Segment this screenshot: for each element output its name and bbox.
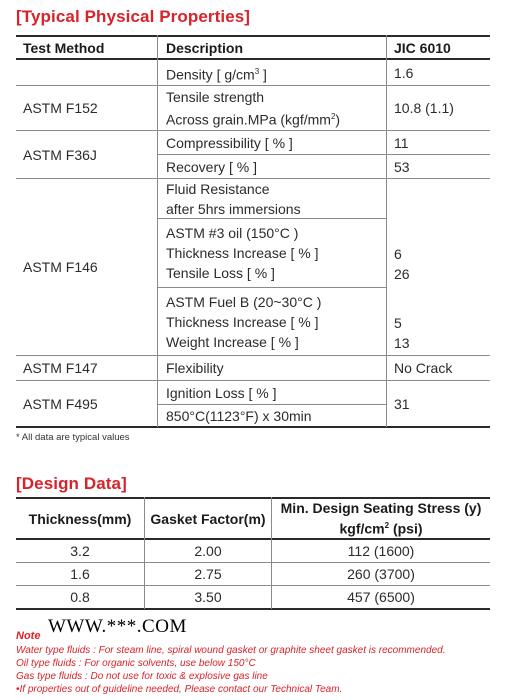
- method-f36j: ASTM F36J: [23, 146, 97, 163]
- ignition-loss-label: Ignition Loss [ % ]: [166, 384, 277, 401]
- note-line-contact: •If properties out of guideline needed, Please contact our Technical Team.: [16, 684, 343, 695]
- watermark-text: WWW.***.COM: [48, 616, 187, 637]
- note-title: Note: [16, 630, 41, 642]
- table-row-factor: 2.00: [194, 542, 222, 559]
- density-value: 1.6: [394, 64, 414, 81]
- flexibility-value: No Crack: [394, 360, 453, 376]
- header-description: Description: [166, 40, 244, 56]
- method-f495: ASTM F495: [23, 395, 98, 412]
- method-f152: ASTM F152: [23, 100, 98, 116]
- method-f146: ASTM F146: [23, 259, 98, 275]
- note-line-gas: Gas type fluids : Do not use for toxic & explosive gas line: [16, 671, 268, 682]
- astm-oil-values: 6 26: [394, 246, 410, 282]
- header-jic-6010: JIC 6010: [394, 40, 451, 56]
- physical-properties-title: [Typical Physical Properties]: [16, 7, 251, 26]
- table-row-stress: 112 (1600): [347, 542, 415, 559]
- ignition-loss-value: 31: [394, 395, 410, 412]
- table-row-factor: 2.75: [194, 566, 222, 582]
- recovery-label: Recovery [ % ]: [166, 158, 258, 175]
- tensile-strength-label: Tensile strength Across grain.MPa $(kgf/mm^2)$: [166, 88, 341, 128]
- fluid-resistance-label: Fluid Resistance after 5hrs immersions: [166, 180, 301, 217]
- astm-oil-block: ASTM #3 oil (150°C ) Thickness Increase [ % ] Tensile Loss [ % ]: [166, 225, 319, 281]
- density-label: Density [ $g/cm^3$ ]: [166, 66, 267, 83]
- table-row-stress: 260 (3700): [347, 566, 415, 582]
- table-row-factor: 3.50: [194, 589, 222, 605]
- header-thickness: Thickness(mm): [28, 510, 132, 527]
- compressibility-value: 11: [394, 134, 409, 151]
- note-line-oil: Oil type fluids : For organic solvents, use below 150°C: [16, 658, 256, 669]
- tensile-strength-value: 10.8 (1.1): [394, 100, 454, 116]
- table-row-thickness: 0.8: [70, 589, 90, 605]
- header-gasket-factor: Gasket Factor(m): [150, 510, 266, 527]
- recovery-value: 53: [394, 158, 410, 175]
- physical-properties-table: [16, 35, 490, 427]
- design-data-table: [16, 497, 490, 609]
- astm-fuel-values: 5 13: [394, 315, 410, 351]
- method-f147: ASTM F147: [23, 360, 98, 376]
- typical-values-footnote: * All data are typical values: [16, 432, 130, 443]
- table-row-thickness: 3.2: [70, 542, 90, 559]
- compressibility-label: Compressibility [ % ]: [166, 134, 293, 151]
- header-seating-stress: Min. Design Seating Stress (y) kgf/$cm^2$ (psi): [280, 500, 482, 537]
- header-test-method: Test Method: [23, 40, 105, 56]
- table-row-stress: 457 (6500): [347, 589, 415, 605]
- table-row-thickness: 1.6: [70, 566, 90, 582]
- flexibility-label: Flexibility: [166, 360, 224, 376]
- astm-fuel-block: ASTM Fuel B (20~30°C ) Thickness Increase [ % ] Weight Increase [ % ]: [166, 293, 322, 350]
- ignition-condition-label: 850°C(1123°F) x 30min: [166, 407, 312, 424]
- note-line-water: Water type fluids : For steam line, spiral wound gasket or graphite sheet gasket is recommended.: [16, 645, 446, 656]
- design-data-title: [Design Data]: [16, 474, 127, 493]
